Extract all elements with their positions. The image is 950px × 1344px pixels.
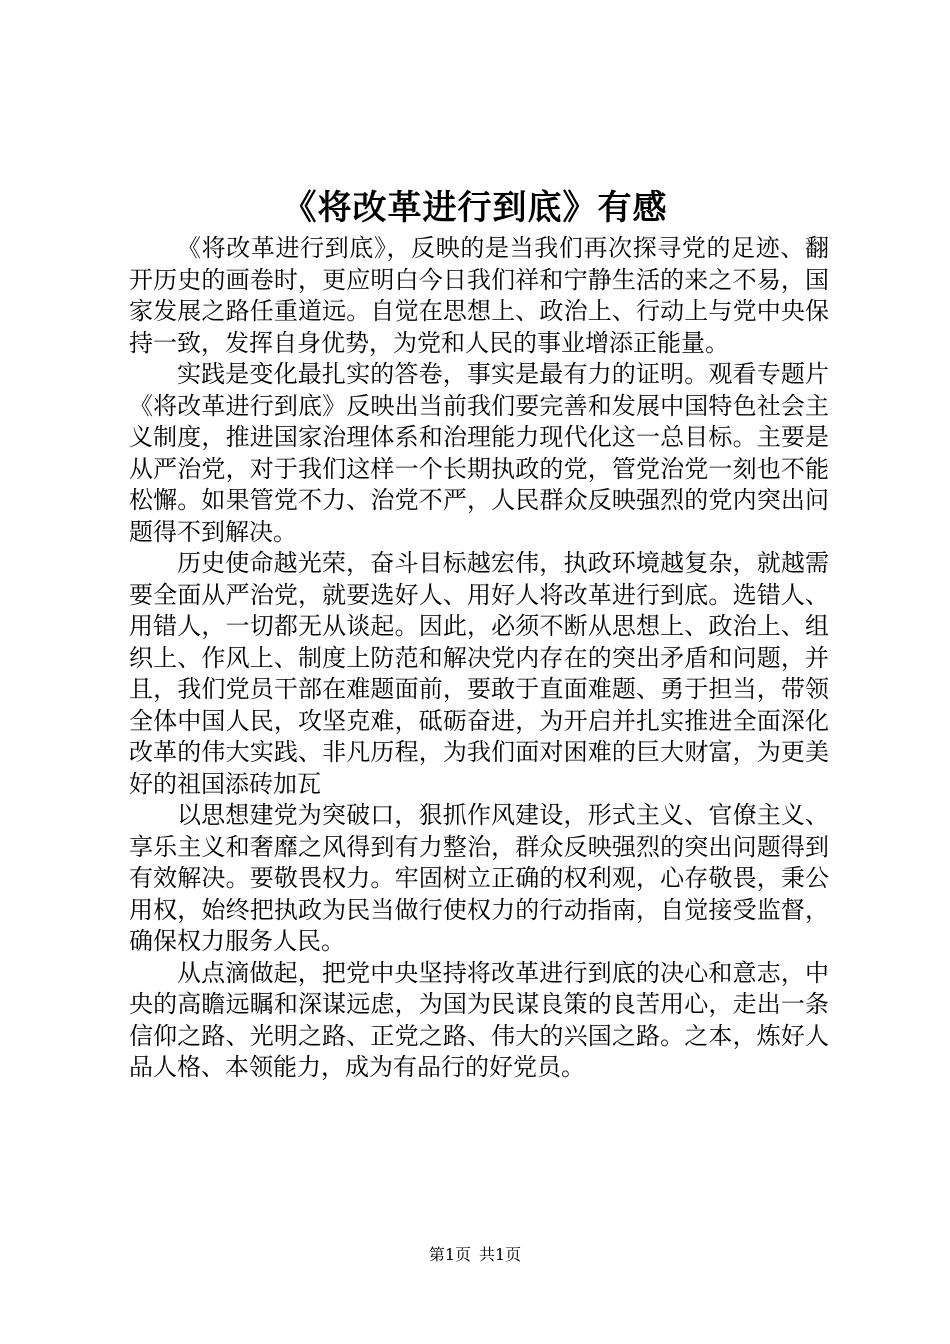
- paragraph: 《将改革进行到底》，反映的是当我们再次探寻党的足迹、翻开历史的画卷时，更应明白今日我们祥和宁静生活的来之不易，国家发展之路任重道远。自觉在思想上、政治上、行动上与党中央保持一致，发挥自身优势，为党和人民的事业增添正能量。: [129, 234, 829, 357]
- page-total: 共1页: [479, 1245, 522, 1264]
- paragraph: 从点滴做起，把党中央坚持将改革进行到底的决心和意志，中央的高瞻远瞩和深谋远虑，为国为民谋良策的良苦用心，走出一条信仰之路、光明之路、正党之路、伟大的兴国之路。之本，炼好人品人格、本领能力，成为有品行的好党员。: [129, 958, 829, 1081]
- page-footer: [0, 1244, 950, 1266]
- paragraph: 历史使命越光荣，奋斗目标越宏伟，执政环境越复杂，就越需要全面从严治党，就要选好人、用好人将改革进行到底。选错人、用错人，一切都无从谈起。因此，必须不断从思想上、政治上、组织上、作风上、制度上防范和解决党内存在的突出矛盾和问题，并且，我们党员干部在难题面前，要敢于直面难题、勇于担当，带领全体中国人民，攻坚克难，砥砺奋进，为开启并扎实推进全面深化改革的伟大实践、非凡历程，为我们面对困难的巨大财富，为更美好的祖国添砖加瓦: [129, 549, 829, 798]
- paragraph: 以思想建党为突破口，狠抓作风建设，形式主义、官僚主义、享乐主义和奢靡之风得到有力整治，群众反映强烈的突出问题得到有效解决。要敬畏权力。牢固树立正确的权利观，心存敬畏，秉公用权，始终把执政为民当做行使权力的行动指南，自觉接受监督，确保权力服务人民。: [129, 801, 829, 955]
- document-title: 《将改革进行到底》有感: [282, 188, 668, 228]
- paragraph: 实践是变化最扎实的答卷，事实是最有力的证明。观看专题片《将改革进行到底》反映出当前我们要完善和发展中国特色社会主义制度，推进国家治理体系和治理能力现代化这一总目标。主要是从严治党，对于我们这样一个长期执政的党，管党治党一刻也不能松懈。如果管党不力、治党不严，人民群众反映强烈的党内突出问题得不到解决。: [129, 360, 829, 546]
- page-number: 第1页: [428, 1245, 471, 1264]
- document-body: [129, 233, 829, 1084]
